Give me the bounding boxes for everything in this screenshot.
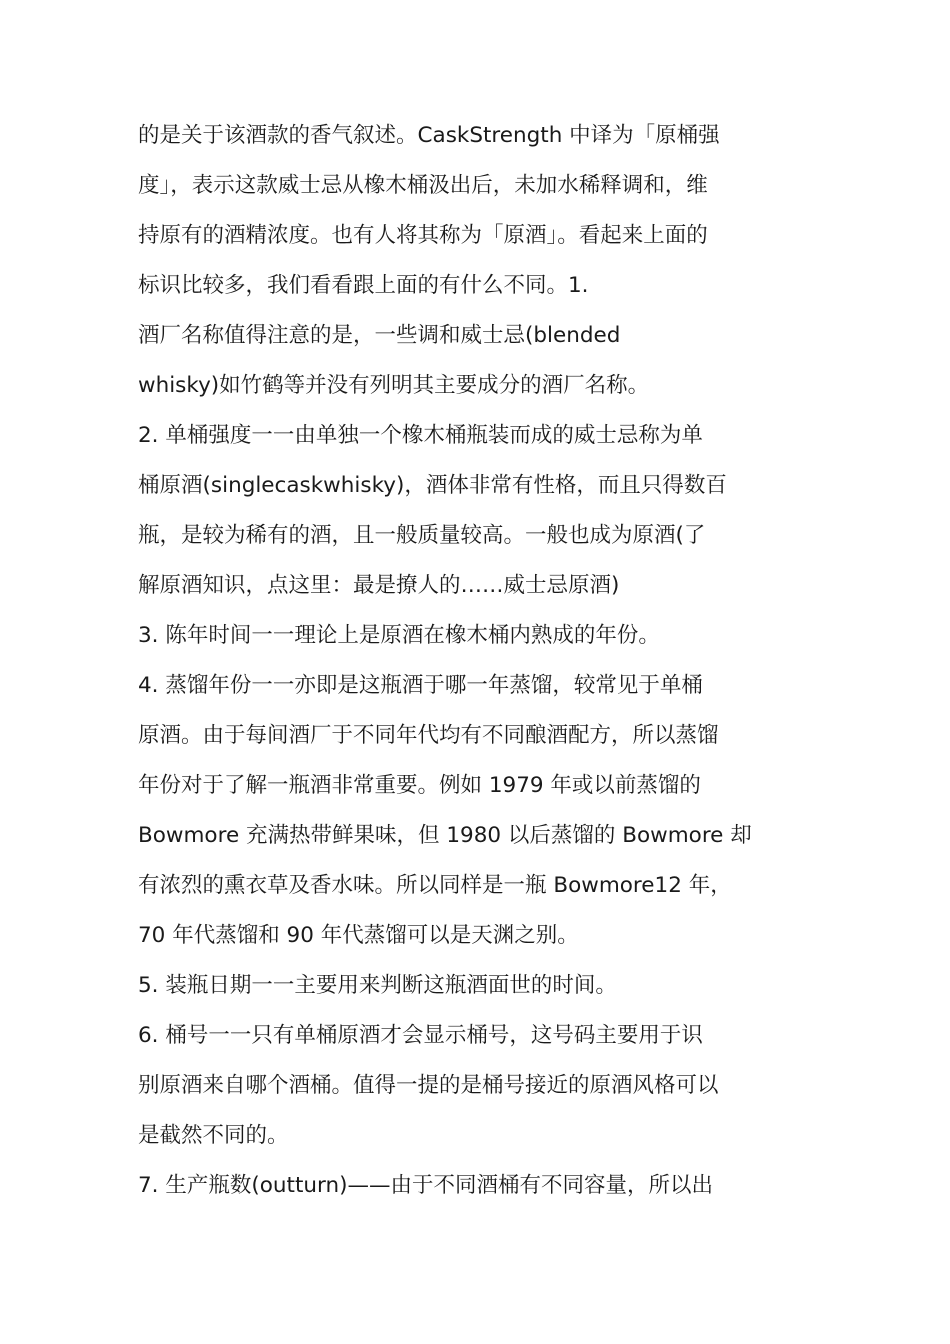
text-line: 6. 桶号一一只有单桶原酒才会显示桶号，这号码主要用于识 <box>138 1023 703 1048</box>
text-line: 别原酒来自哪个酒桶。值得一提的是桶号接近的原酒风格可以 <box>138 1073 719 1098</box>
text-line: 70 年代蒸馏和 90 年代蒸馏可以是天渊之别。 <box>138 923 579 948</box>
text-line: whisky)如竹鹤等并没有列明其主要成分的酒厂名称。 <box>138 373 650 398</box>
text-line: 酒厂名称值得注意的是，一些调和威士忌(blended <box>138 323 621 348</box>
text-line: 瓶，是较为稀有的酒，且一般质量较高。一般也成为原酒(了 <box>138 523 706 548</box>
text-line: 持原有的酒精浓度。也有人将其称为「原酒」。看起来上面的 <box>138 223 708 248</box>
text-line: 5. 装瓶日期一一主要用来判断这瓶酒面世的时间。 <box>138 973 617 998</box>
text-line: 有浓烈的熏衣草及香水味。所以同样是一瓶 Bowmore12 年， <box>138 873 732 898</box>
text-line: 原酒。由于每间酒厂于不同年代均有不同酿酒配方，所以蒸馏 <box>138 723 719 748</box>
text-line: 解原酒知识，点这里：最是撩人的……威士忌原酒) <box>138 573 620 598</box>
text-line: 是截然不同的。 <box>138 1123 289 1148</box>
document-body <box>138 111 810 1211</box>
text-line: 3. 陈年时间一一理论上是原酒在橡木桶内熟成的年份。 <box>138 623 660 648</box>
text-line: 7. 生产瓶数(outturn)——由于不同酒桶有不同容量，所以出 <box>138 1173 713 1198</box>
text-line: 4. 蒸馏年份一一亦即是这瓶酒于哪一年蒸馏，较常见于单桶 <box>138 673 703 698</box>
text-line: 的是关于该酒款的香气叙述。CaskStrength 中译为「原桶强 <box>138 123 720 148</box>
text-line: 2. 单桶强度一一由单独一个橡木桶瓶装而成的威士忌称为单 <box>138 423 703 448</box>
text-line: 度」，表示这款威士忌从橡木桶汲出后，未加水稀释调和，维 <box>138 173 708 198</box>
text-line: 标识比较多，我们看看跟上面的有什么不同。1. <box>138 273 589 298</box>
text-line: Bowmore 充满热带鲜果味，但 1980 以后蒸馏的 Bowmore 却 <box>138 823 752 848</box>
text-line: 年份对于了解一瓶酒非常重要。例如 1979 年或以前蒸馏的 <box>138 773 701 798</box>
text-line: 桶原酒(singlecaskwhisky)，酒体非常有性格，而且只得数百 <box>138 473 727 498</box>
